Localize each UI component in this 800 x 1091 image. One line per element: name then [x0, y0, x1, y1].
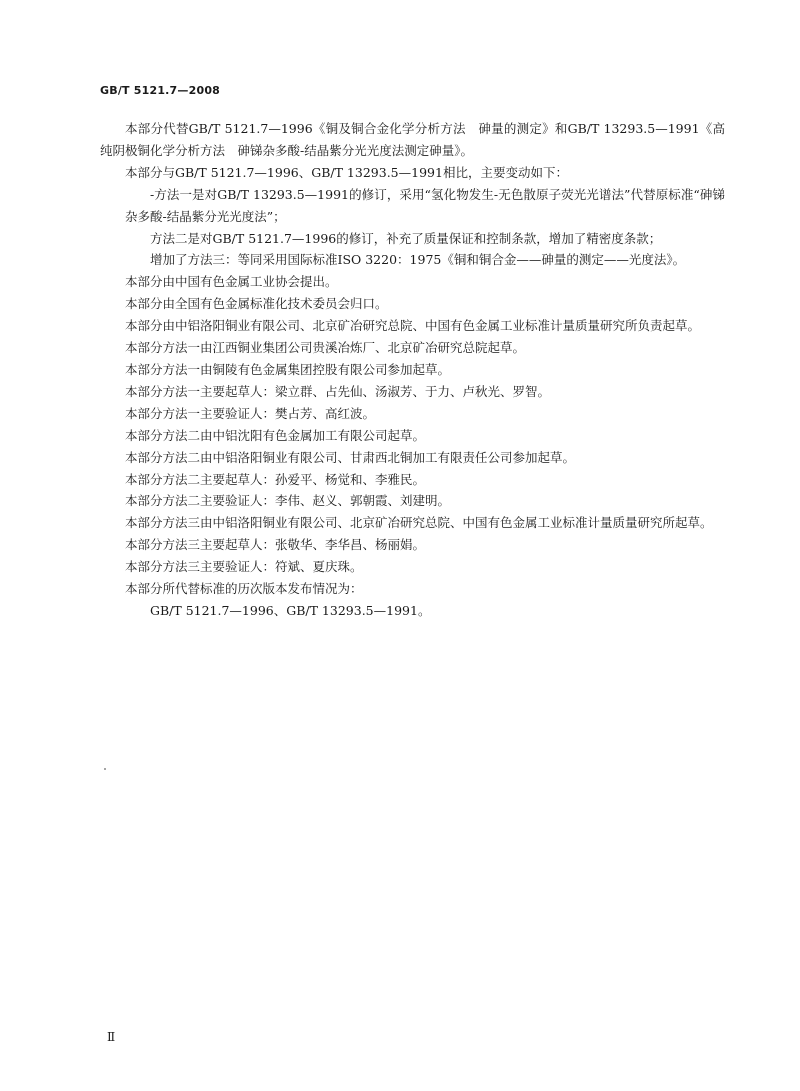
paragraph-proposed-by: 本部分由中国有色金属工业协会提出。 — [125, 274, 338, 290]
paragraph-method-3-verifiers: 本部分方法三主要验证人：符斌、夏庆珠。 — [125, 559, 363, 575]
paragraph-replaces: 本部分代替GB/T 5121.7—1996《铜及铜合金化学分析方法 砷量的测定》和GB/T 13293.5—1991《高纯阴极铜化学分析方法 砷锑杂多酸-结晶紫分光光度法测定砷量》。 — [100, 121, 725, 158]
paragraph-changes-intro: 本部分与GB/T 5121.7—1996、GB/T 13293.5—1991相比，主要变动如下： — [125, 164, 568, 180]
paragraph-managed-by: 本部分由全国有色金属标准化技术委员会归口。 — [125, 296, 388, 312]
paragraph-method-2-participants: 本部分方法二由中铝洛阳铜业有限公司、甘肃西北铜加工有限责任公司参加起草。 — [125, 449, 576, 465]
paragraph-method-3-drafters: 本部分方法三主要起草人：张敬华、李华昌、杨丽娟。 — [125, 537, 426, 553]
foreword-body — [100, 118, 725, 622]
scan-speck — [104, 768, 106, 770]
standard-code: GB/T 5121.7—2008 — [100, 84, 221, 97]
paragraph-method-2-drafters: 本部分方法二主要起草人：孙爱平、杨觉和、李雅民。 — [125, 471, 426, 487]
paragraph-drafted-by: 本部分由中铝洛阳铜业有限公司、北京矿冶研究总院、中国有色金属工业标准计量质量研究所负责起草。 — [125, 318, 701, 334]
paragraph-method-3-drafted: 本部分方法三由中铝洛阳铜业有限公司、北京矿冶研究总院、中国有色金属工业标准计量质量研究所起草。 — [125, 515, 713, 531]
paragraph-history-versions: GB/T 5121.7—1996、GB/T 13293.5—1991。 — [150, 602, 431, 618]
paragraph-method-2-drafted: 本部分方法二由中铝沈阳有色金属加工有限公司起草。 — [125, 427, 426, 443]
page-number: Ⅱ — [107, 1030, 116, 1044]
change-item-method-1: -方法一是对GB/T 13293.5—1991的修订，采用“氢化物发生-无色散原子荧光光谱法”代替原标准“砷锑杂多酸-结晶紫分光光度法”； — [125, 186, 725, 224]
paragraph-method-2-verifiers: 本部分方法二主要验证人：李伟、赵义、郭朝霞、刘建明。 — [125, 493, 451, 509]
change-item-method-2: 方法二是对GB/T 5121.7—1996的修订，补充了质量保证和控制条款，增加了精密度条款； — [150, 230, 662, 246]
paragraph-history-intro: 本部分所代替标准的历次版本发布情况为： — [125, 581, 363, 597]
paragraph-method-1-participants: 本部分方法一由铜陵有色金属集团控股有限公司参加起草。 — [125, 361, 451, 377]
paragraph-method-1-verifiers: 本部分方法一主要验证人：樊占芳、高红波。 — [125, 405, 376, 421]
change-item-method-3: 增加了方法三：等同采用国际标准ISO 3220：1975《铜和铜合金——砷量的测定——光度法》。 — [150, 252, 686, 268]
paragraph-method-1-drafters: 本部分方法一主要起草人：梁立群、占先仙、汤淑芳、于力、卢秋光、罗智。 — [125, 383, 551, 399]
paragraph-method-1-drafted: 本部分方法一由江西铜业集团公司贵溪冶炼厂、北京矿冶研究总院起草。 — [125, 340, 526, 356]
